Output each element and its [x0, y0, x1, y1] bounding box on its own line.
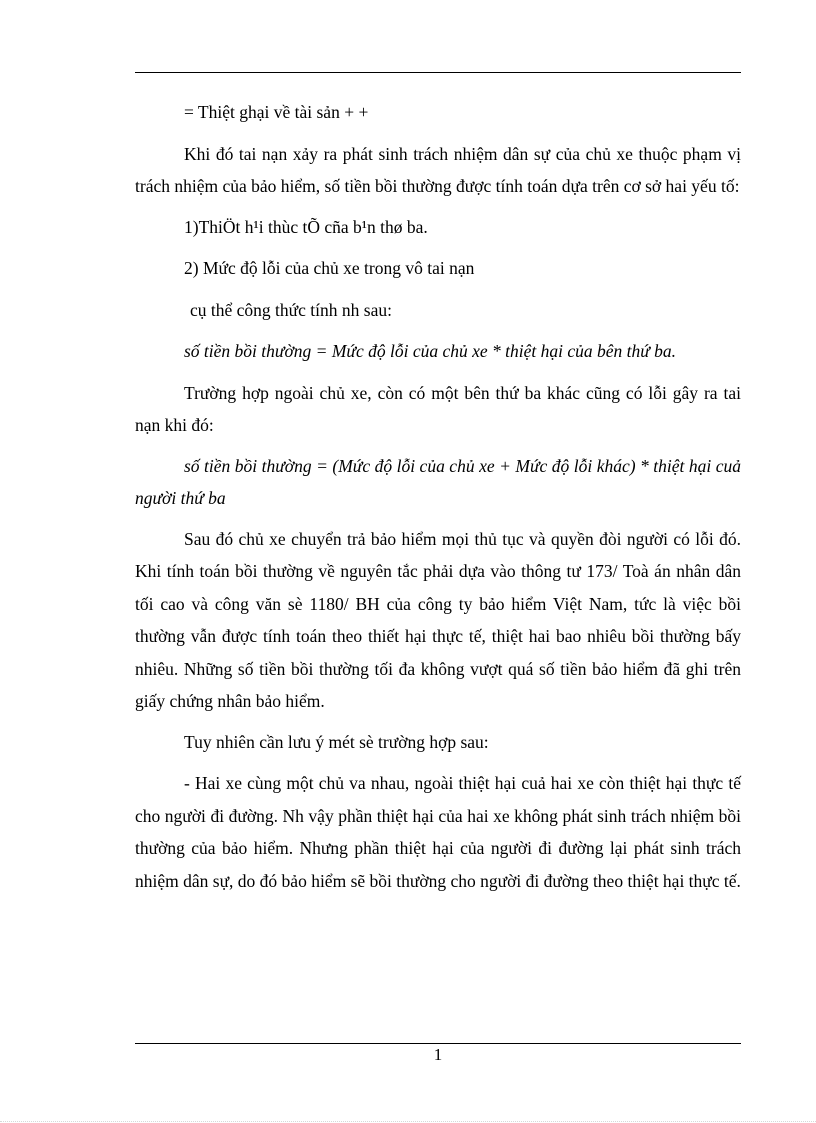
- paragraph-same-owner-case: - Hai xe cùng một chủ va nhau, ngoài thiệt hại cuả hai xe còn thiệt hại thực tế cho người đi đường. Nh vậy phần thiệt hại của hai xe không phát sinh trách nhiệm bồi thường của bảo hiểm. Nhưng phần thiệt hại của người đi đường lại phát sinh trách nhiệm dân sự, do đó bảo hiểm sẽ bồi thường cho người đi đường theo thiệt hại thực tế.: [135, 773, 741, 891]
- paragraph-factor-1: 1)ThiÖt h¹i thùc tÕ cña b¹n thø ba.: [184, 216, 428, 237]
- paragraph-claim-transfer: Sau đó chủ xe chuyển trả bảo hiểm mọi thủ tục và quyền đòi người có lỗi đó. Khi tính toán bồi thường về nguyên tắc phải dựa vào thông tư 173/ Toà án nhân dân tối cao và công văn sè 1180/ BH của công ty bảo hiểm Việt Nam, tức là việc bồi thường vẫn được tính toán theo thiết hại thực tế, thiệt hai bao nhiêu bồi thường bấy nhiêu. Những số tiền bồi thường tối đa không vượt quá số tiền bảo hiểm đã ghi trên giấy chứng nhân bảo hiểm.: [135, 528, 741, 711]
- page-edge-divider: [0, 1121, 816, 1122]
- paragraph-formula-1: số tiền bồi thường = Mức độ lỗi của chủ xe * thiệt hại của bên thứ ba.: [184, 341, 677, 361]
- paragraph-damage-heading: = Thiệt ghại về tài sản + +: [184, 102, 369, 122]
- paragraph-formula-intro: cụ thể công thức tính nh sau:: [190, 299, 392, 320]
- document-body: [135, 96, 741, 905]
- paragraph-liability-intro: Khi đó tai nạn xảy ra phát sinh trách nhiệm dân sự của chủ xe thuộc phạm vị trách nhiệm của bảo hiểm, số tiền bồi thường được tính toán dựa trên cơ sở hai yếu tố:: [135, 143, 741, 196]
- page-number: 1: [433, 1045, 443, 1064]
- paragraph-factor-2: 2) Mức độ lỗi của chủ xe trong vô tai nạn: [184, 258, 475, 278]
- paragraph-third-party-case: Trường hợp ngoài chủ xe, còn có một bên thứ ba khác cũng có lỗi gây ra tai nạn khi đó:: [135, 382, 741, 435]
- paragraph-note-heading: Tuy nhiên cần lưu ý mét sè trường hợp sau:: [184, 731, 489, 752]
- paragraph-formula-2: số tiền bồi thường = (Mức độ lỗi của chủ xe + Mức độ lỗi khác) * thiệt hại cuả người thứ ba: [135, 455, 741, 508]
- header-rule: [135, 72, 741, 73]
